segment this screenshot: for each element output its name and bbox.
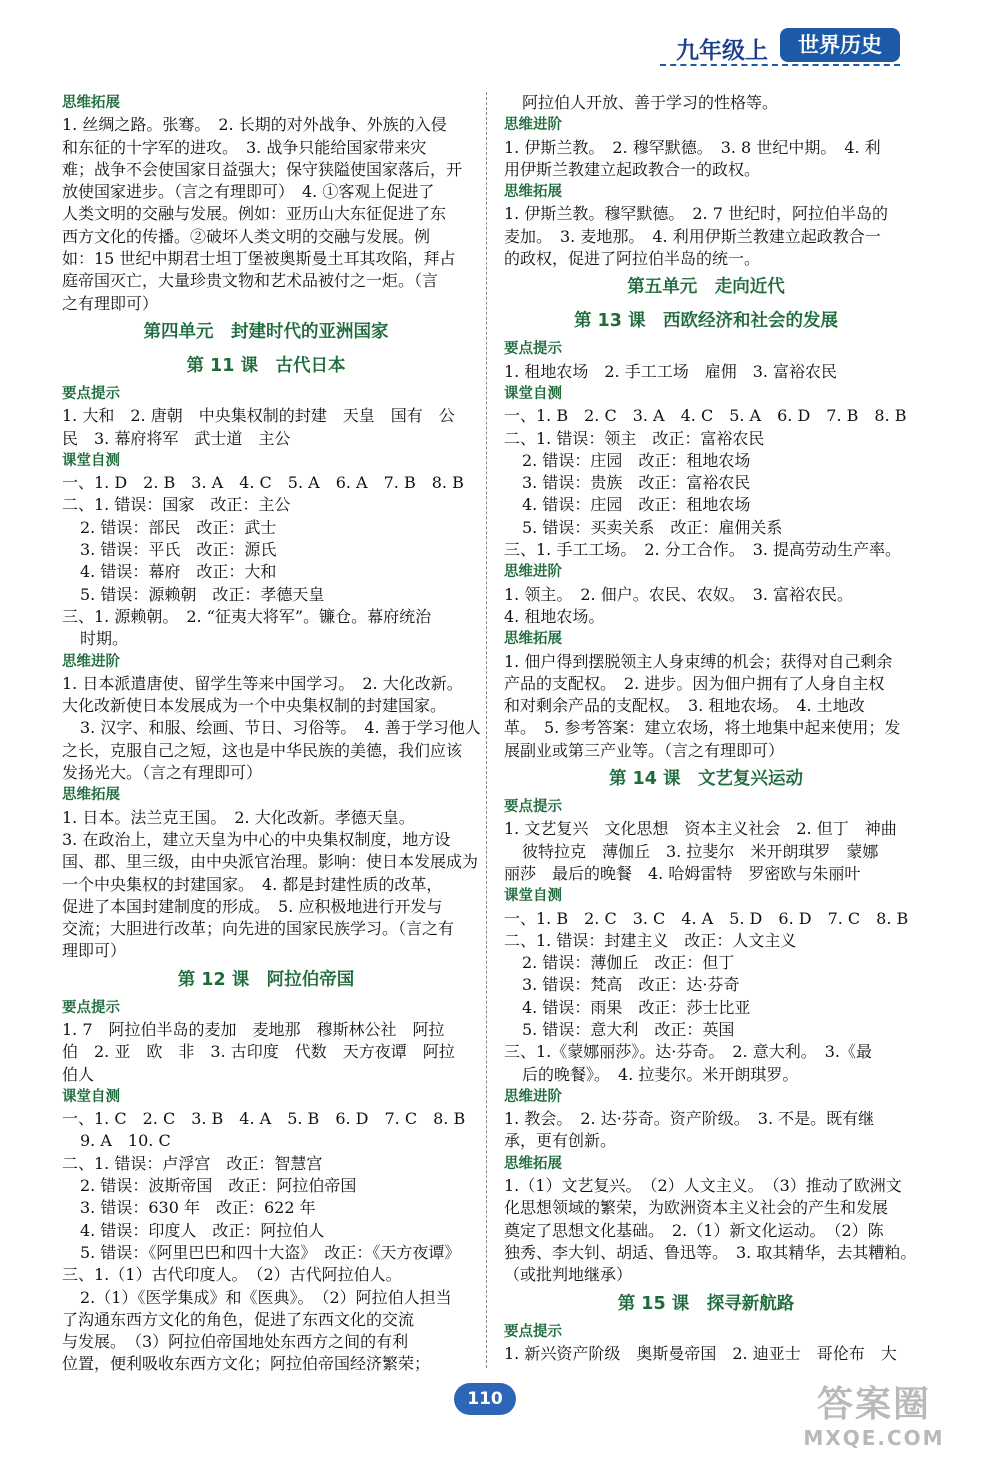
answer-line: 独秀、李大钊、胡适、鲁迅等。 3. 取其精华，去其糟粕。: [504, 1242, 917, 1262]
right-column: [504, 92, 917, 1365]
answer-line: 一、1. B 2. C 3. C 4. A 5. D 6. D 7. C 8. B: [504, 908, 909, 928]
answer-line: 化思想领域的繁荣，为欧洲资本主义社会的产生和发展: [504, 1198, 889, 1218]
subject-tab: 世界历史: [780, 28, 900, 62]
answer-line: 4. 租地农场。: [504, 606, 605, 626]
answer-line: 位置，便利吸收东西方文化；阿拉伯帝国经济繁荣；: [62, 1354, 431, 1374]
answer-line: 后的晚餐》。 4. 拉斐尔。米开朗琪罗。: [522, 1064, 799, 1084]
subsection-heading: 课堂自测: [62, 1088, 120, 1105]
answer-line: 阿拉伯人开放、善于学习的性格等。: [522, 93, 779, 112]
answer-line: 1. 丝绸之路。张骞。 2. 长期的对外战争、外族的入侵: [62, 115, 447, 135]
subsection-heading: 思维进阶: [504, 564, 562, 581]
answer-line: 三、1.《蒙娜丽莎》。达·芬奇。 2. 意大利。 3.《最: [504, 1042, 872, 1062]
answer-line: 三、1. 手工工场。 2. 分工合作。 3. 提高劳动生产率。: [504, 540, 902, 560]
answer-line: 2. 错误：波斯帝国 改正：阿拉伯帝国: [80, 1176, 357, 1196]
answer-line: 放使国家进步。（言之有理即可） 4. ①客观上促进了: [62, 182, 435, 202]
answer-line: 5. 错误：意大利 改正：英国: [522, 1019, 735, 1039]
answer-line: 人类文明的交融与发展。例如：亚历山大东征促进了东: [62, 204, 447, 224]
subsection-heading: 思维进阶: [504, 117, 562, 134]
column-divider: [486, 92, 487, 1368]
subsection-heading: 要点提示: [504, 341, 562, 358]
answer-line: 庭帝国灭亡，大量珍贵文物和艺术品被付之一炬。（言: [62, 271, 439, 291]
answer-line: 民 3. 幕府将军 武士道 主公: [62, 428, 291, 448]
subsection-heading: 要点提示: [62, 999, 120, 1016]
answer-line: 3. 错误：平氏 改正：源氏: [80, 540, 277, 560]
subsection-heading: 思维拓展: [504, 631, 562, 648]
answer-line: 1.（1）文艺复兴。 （2）人文主义。 （3）推动了欧洲文: [504, 1176, 902, 1196]
answer-line: 和对剩余产品的支配权。 3. 租地农场。 4. 土地改: [504, 696, 865, 716]
subsection-heading: 思维拓展: [62, 95, 120, 111]
subsection-heading: 思维拓展: [504, 1155, 562, 1172]
header-rule: [660, 64, 900, 66]
answer-line: 与发展。 （3）阿拉伯帝国地处东西方之间的有利: [62, 1332, 409, 1352]
answer-line: 之有理即可）: [62, 293, 159, 313]
subsection-heading: 要点提示: [504, 1323, 562, 1340]
answer-line: 3. 错误：梵高 改正：达·芬奇: [522, 975, 740, 995]
answer-line: 5. 错误：源赖朝 改正：孝德天皇: [80, 584, 325, 604]
section-title: 第 15 课 探寻新航路: [617, 1293, 795, 1314]
answer-line: 了沟通东西方文化的角色，促进了东西文化的交流: [62, 1309, 415, 1329]
answer-line: 1. 文艺复兴 文化思想 资本主义社会 2. 但丁 神曲: [504, 819, 897, 839]
answer-line: 西方文化的传播。②破坏人类文明的交融与发展。例: [62, 226, 431, 246]
answer-line: 2. 错误：庄园 改正：租地农场: [522, 450, 751, 470]
subsection-heading: 课堂自测: [62, 452, 120, 469]
answer-line: 一、1. D 2. B 3. A 4. C 5. A 6. A 7. B 8. B: [62, 473, 464, 493]
answer-line: 2. 错误：薄伽丘 改正：但丁: [522, 953, 735, 973]
section-title: 第四单元 封建时代的亚洲国家: [143, 321, 389, 342]
answer-line: 一、1. B 2. C 3. A 4. C 5. A 6. D 7. B 8. B: [504, 406, 907, 426]
answer-line: 之长，克服自己之短，这也是中华民族的美德，我们应该: [62, 740, 463, 760]
answer-line: 理即可）: [62, 941, 127, 961]
answer-line: 丽莎 最后的晚餐 4. 哈姆雷特 罗密欧与朱丽叶: [504, 863, 861, 883]
answer-line: 如：15 世纪中期君士坦丁堡被奥斯曼土耳其攻陷，拜占: [62, 249, 456, 269]
watermark-logo-text: 答案圈: [816, 1384, 931, 1425]
answer-line: （或批判地继承）: [504, 1265, 633, 1285]
answer-line: 二、1. 错误：领主 改正：富裕农民: [504, 428, 765, 448]
subsection-heading: 思维拓展: [504, 184, 562, 201]
answer-line: 时期。: [80, 629, 129, 649]
watermark-url: MXQE.COM: [803, 1426, 945, 1450]
answer-line: 3. 在政治上，建立天皇为中心的中央集权制度，地方设: [62, 829, 451, 849]
answer-line: 3. 错误：贵族 改正：富裕农民: [522, 473, 751, 493]
answer-line: 二、1. 错误：封建主义 改正：人文主义: [504, 930, 797, 950]
answer-line: 展副业或第三产业等。（言之有理即可）: [504, 740, 785, 760]
answer-line: 二、1. 错误：卢浮宫 改正：智慧宫: [62, 1153, 323, 1173]
answer-line: 促进了本国封建制度的形成。 5. 应积极地进行开发与: [62, 896, 443, 916]
answer-line: 奠定了思想文化基础。 2.（1）新文化运动。 （2）陈: [504, 1220, 884, 1240]
answer-line: 革。 5. 参考答案：建立农场，将土地集中起来使用；发: [504, 718, 901, 738]
answer-line: 二、1. 错误：国家 改正：主公: [62, 495, 291, 515]
answer-line: 麦加。 3. 麦地那。 4. 利用伊斯兰教建立起政教合一: [504, 226, 881, 246]
page-number: 110: [454, 1383, 516, 1415]
answer-line: 难；战争不会使国家日益强大；保守狭隘使国家落后，开: [62, 159, 463, 179]
answer-line: 用伊斯兰教建立起政教合一的政权。: [504, 159, 761, 179]
answer-line: 三、1.（1）古代印度人。 （2）古代阿拉伯人。: [62, 1265, 402, 1285]
answer-line: 一个中央集权的封建国家。 4. 都是封建性质的改革，: [62, 874, 443, 894]
answer-line: 交流；大胆进行改革；向先进的国家民族学习。（言之有: [62, 919, 455, 939]
section-title: 第 13 课 西欧经济和社会的发展: [573, 311, 839, 332]
answer-line: 4. 错误：庄园 改正：租地农场: [522, 495, 751, 515]
answer-line: 伯人: [62, 1064, 95, 1084]
answer-line: 1. 教会。 2. 达·芬奇。资产阶级。 3. 不是。既有继: [504, 1109, 875, 1129]
answer-line: 2. 错误：部民 改正：武士: [80, 517, 277, 537]
watermark: [774, 1384, 974, 1450]
answer-line: 9. A 10. C: [80, 1131, 171, 1151]
answer-line: 国、郡、里三级，由中央派官治理。影响：使日本发展成为: [62, 852, 479, 872]
subsection-heading: 要点提示: [504, 799, 562, 816]
answer-line: 4. 错误：雨果 改正：莎士比亚: [522, 997, 751, 1017]
grade-label: 九年级上: [676, 38, 768, 64]
left-column: [62, 92, 481, 1376]
answer-line: 1. 大和 2. 唐朝 中央集权制的封建 天皇 国有 公: [62, 406, 455, 426]
answer-line: 大化改新使日本发展成为一个中央集权制的封建国家。: [62, 696, 447, 716]
answer-line: 产品的支配权。 2. 进步。因为佃户拥有了人身自主权: [504, 673, 885, 693]
answer-line: 2.（1）《医学集成》和《医典》。 （2）阿拉伯人担当: [80, 1287, 452, 1307]
answer-line: 和东征的十字军的进攻。 3. 战争只能给国家带来灾: [62, 137, 427, 157]
answer-line: 4. 错误：幕府 改正：大和: [80, 562, 277, 582]
section-title: 第 12 课 阿拉伯帝国: [177, 969, 355, 990]
answer-line: 1. 日本派遣唐使、留学生等来中国学习。 2. 大化改新。: [62, 673, 463, 693]
subsection-heading: 课堂自测: [504, 385, 562, 402]
answer-line: 1. 佃户得到摆脱领主人身束缚的机会；获得对自己剩余: [504, 651, 893, 671]
section-title: 第五单元 走向近代: [627, 277, 785, 298]
subsection-heading: 思维进阶: [504, 1088, 562, 1105]
answer-line: 承，更有创新。: [504, 1131, 617, 1151]
subsection-heading: 思维拓展: [62, 787, 120, 804]
answer-line: 3. 汉字、和服、绘画、节日、习俗等。 4. 善于学习他人: [80, 718, 481, 738]
answer-line: 彼特拉克 薄伽丘 3. 拉斐尔 米开朗琪罗 蒙娜: [522, 841, 879, 861]
answer-line: 1. 新兴资产阶级 奥斯曼帝国 2. 迪亚士 哥伦布 大: [504, 1343, 897, 1363]
answer-line: 1. 伊斯兰教。 2. 穆罕默德。 3. 8 世纪中期。 4. 利: [504, 137, 881, 157]
subsection-heading: 要点提示: [62, 385, 120, 402]
answer-line: 一、1. C 2. C 3. B 4. A 5. B 6. D 7. C 8. B: [62, 1109, 466, 1129]
answer-line: 的政权，促进了阿拉伯半岛的统一。: [504, 249, 761, 269]
subsection-heading: 课堂自测: [504, 888, 562, 905]
answer-line: 三、1. 源赖朝。 2. “征夷大将军”。镰仓。幕府统治: [62, 606, 432, 626]
answer-line: 发扬光大。（言之有理即可）: [62, 763, 263, 783]
answer-line: 5. 错误：买卖关系 改正：雇佣关系: [522, 517, 783, 537]
answer-line: 3. 错误：630 年 改正：622 年: [80, 1198, 316, 1218]
section-title: 第 11 课 古代日本: [186, 355, 346, 376]
answer-line: 1. 租地农场 2. 手工工场 雇佣 3. 富裕农民: [504, 361, 838, 381]
answer-line: 伯 2. 亚 欧 非 3. 古印度 代数 天方夜谭 阿拉: [62, 1042, 455, 1062]
answer-line: 1. 7 阿拉伯半岛的麦加 麦地那 穆斯林公社 阿拉: [62, 1019, 445, 1039]
answer-line: 1. 日本。法兰克王国。 2. 大化改新。孝德天皇。: [62, 807, 415, 827]
answer-line: 5. 错误：《阿里巴巴和四十大盗》 改正：《天方夜谭》: [80, 1242, 461, 1262]
answer-line: 1. 领主。 2. 佃户。农民、农奴。 3. 富裕农民。: [504, 584, 854, 604]
subsection-heading: 思维进阶: [62, 653, 120, 670]
answer-line: 1. 伊斯兰教。穆罕默德。 2. 7 世纪时，阿拉伯半岛的: [504, 204, 888, 224]
section-title: 第 14 课 文艺复兴运动: [608, 769, 804, 790]
answer-line: 4. 错误：印度人 改正：阿拉伯人: [80, 1220, 325, 1240]
